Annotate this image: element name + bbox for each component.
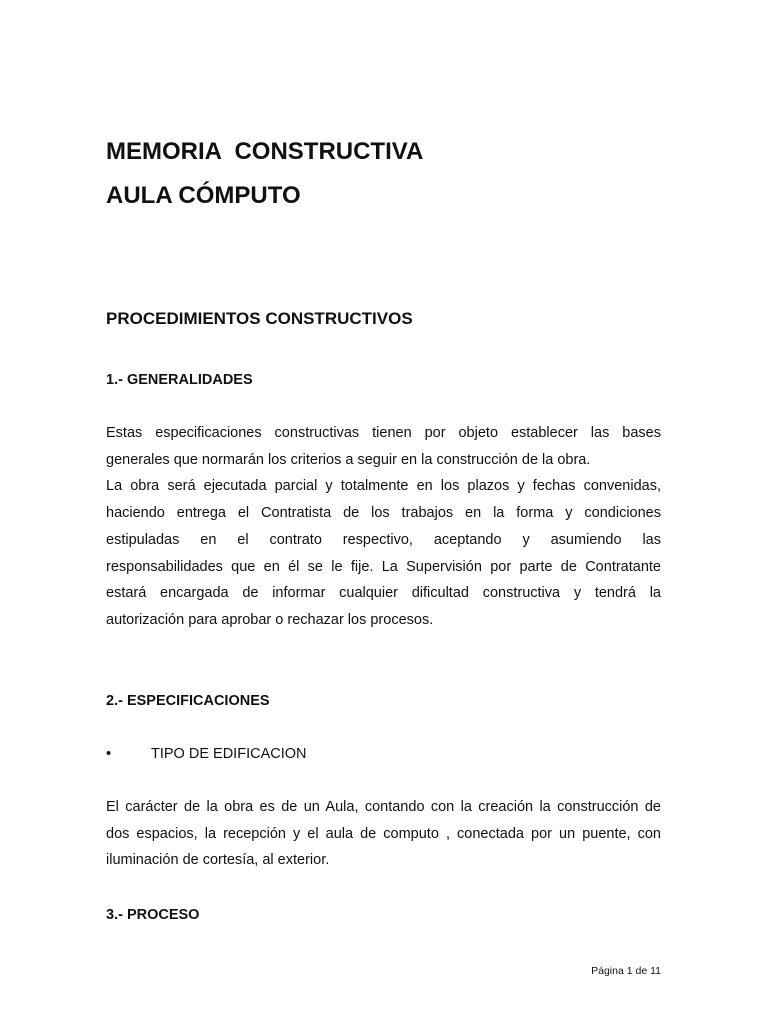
section-heading-especificaciones: 2.- ESPECIFICACIONES xyxy=(106,693,270,709)
section-heading-generalidades: 1.- GENERALIDADES xyxy=(106,372,253,388)
paragraph-especificaciones xyxy=(106,794,661,874)
main-heading: PROCEDIMIENTOS CONSTRUCTIVOS xyxy=(106,309,413,328)
paragraph-generalidades xyxy=(106,420,661,634)
paragraph-line: dos espacios, la recepción y el aula de computo , conectada por un puente, con xyxy=(106,825,661,842)
paragraph-line: autorización para aprobar o rechazar los procesos. xyxy=(106,611,434,628)
page-number-footer: Página 1 de 11 xyxy=(591,965,661,977)
paragraph-line: La obra será ejecutada parcial y totalmente en los plazos y fechas convenidas, xyxy=(106,478,661,495)
paragraph-line: estipuladas en el contrato respectivo, aceptando y asumiendo las xyxy=(106,531,661,548)
paragraph-line: estará encargada de informar cualquier dificultad constructiva y tendrá la xyxy=(106,585,661,602)
bullet-icon: • xyxy=(106,746,112,762)
paragraph-line: Estas especificaciones constructivas tienen por objeto establecer las bases xyxy=(106,425,661,441)
paragraph-line: haciendo entrega el Contratista de los trabajos en la forma y condiciones xyxy=(106,505,661,522)
section-heading-proceso: 3.- PROCESO xyxy=(106,907,200,923)
paragraph-line: generales que normarán los criterios a seguir en la construcción de la obra. xyxy=(106,451,591,468)
bullet-text: TIPO DE EDIFICACION xyxy=(151,746,307,762)
paragraph-line: El carácter de la obra es de un Aula, contando con la creación la construcción de xyxy=(106,799,661,815)
document-title-line-1: MEMORIA CONSTRUCTIVA xyxy=(106,138,424,165)
paragraph-line: responsabilidades que en él se le fije. La Supervisión por parte de Contratante xyxy=(106,558,661,575)
document-title-line-2: AULA CÓMPUTO xyxy=(106,182,301,209)
paragraph-line: iluminación de cortesía, al exterior. xyxy=(106,852,330,869)
